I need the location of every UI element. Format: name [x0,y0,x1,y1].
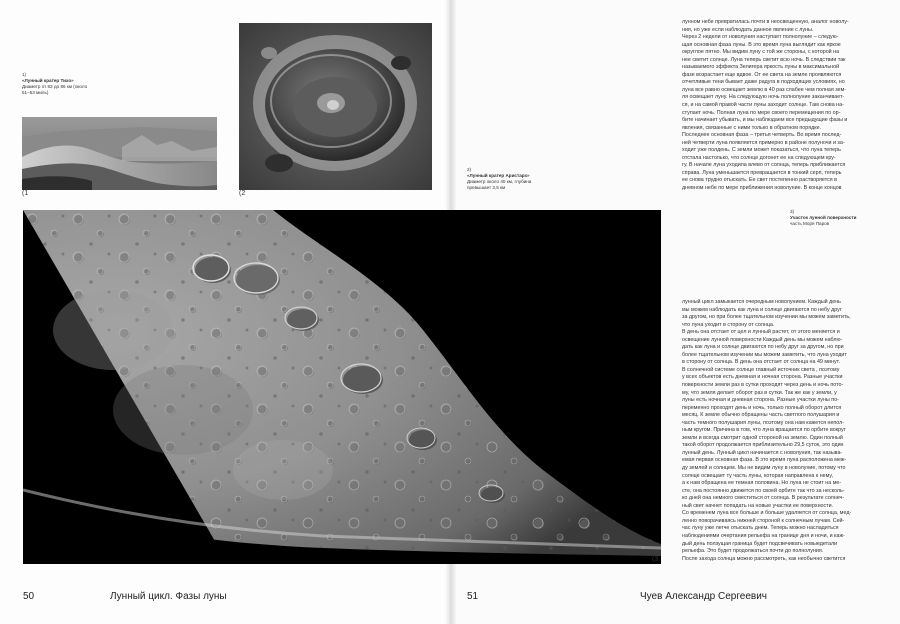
text-line: месяц. К земле обычно обращены часть светлого полушария и [682,412,840,419]
text-line: округлое пятно. Мы видим луну с той же стороны, с которой на [682,49,840,56]
text-line: переменно проходят день и ночь, только полный оборот длится [682,404,842,411]
text-line: ней четверти луна появляется примерно в районе полуночи и за- [682,139,845,146]
text-line: лунном небе превратилась почти в неосвещенную, аналог новолу- [682,19,849,25]
text-line: освещение лунной поверхности Каждый день мы можем наблю- [682,336,843,343]
text-line: наблюдениями очертания рельефа на границе дня и ночи, и каж- [682,532,845,539]
fig1-mark: (1 [22,190,29,197]
text-line: солнце освещает ту часть луны, которая направлена к нему, [682,472,833,479]
text-line: дый день ползущая граница будет подсвечивать новыедетали [682,540,838,547]
left-page-number: 50 [23,591,35,602]
text-line: ный свет начнет попадать на новые участки ее поверхности. [682,502,834,509]
text-line: лунный день. Лунный цикл начинается с новолуния, так называ- [682,449,843,456]
text-line: рельефа. Это будет продолжаться почти до полнолуния. [682,548,824,555]
text-line: за другом, но при более тщательном изучении мы можем заметить, [682,314,851,321]
text-line: му, что земля делает оборот раз в сутки. Так же как у земли, у [682,389,837,396]
text-line: часть темного полушария луны, поэтому она нам кажется непол- [682,419,845,426]
left-running-title: Лунный цикл. Фазы луны [110,591,227,602]
text-line: ступает ночь. Полная луна по мере своего перемещения по ор- [682,109,841,116]
text-line: в сторону от солнца. В день она отстает от солнца на 49 минут. [682,359,841,366]
text-line: называемого эффекта Зелигера яркость луны в максимальной [682,64,840,71]
text-line: что луна уходит в сторону от солнца. [682,321,775,328]
text-line: сте, она постоянно движется по своей орбите так что за несколь- [682,487,845,494]
fig3-number: 3) [790,209,795,214]
text-line: щая основная фаза луны. В это время луна выглядит как яркое [682,41,841,48]
text-line: поверхности земли раз в сутки проходят через день и ночь пото- [682,382,844,389]
text-line: у всех объектов есть дневная и ночная сторона. Разные участки [682,374,843,381]
text-line: ду землей и солнцем. Мы не видим луну в новолуние, потому что [682,465,846,472]
fig1-description: Диаметр от 82 до 86 км (около 51–53 миль) [22,84,88,95]
fig3-caption [790,209,885,227]
text-line: гу. В начале луна уходила влево от солнца, теперь приближается [682,162,846,169]
text-line: Через 2 недели от новолуния наступает полнолуние – следую- [682,34,839,41]
fig1-caption [22,72,92,96]
text-line: дать как луна и солнце двигаются по небу друг за другом, но при [682,344,844,351]
text-line: час луну уже легче отыскать днем. Теперь можно насладиться [682,525,839,532]
text-column-bottom [682,299,881,563]
moon-surface-photo [23,210,661,564]
crater-landscape-photo [22,117,217,190]
text-line: ся, и на самой правой части луны заходит солнце. Там снова на- [682,102,844,109]
text-line: ля освещает луну. На следующую ночь полнолуние заканчивает- [682,94,845,101]
fig2-mark: (2 [239,190,246,197]
text-line: ко дней она немного сместиться от солнца. В результате солнеч- [682,495,845,502]
crater-aristarchus-photo [239,23,432,190]
text-line: ленно поворачиваясь нижней стороной к солнечным лучам. Сей- [682,517,845,524]
text-line: а к нам обращена ее темная половина. Но луна не стоит на ме- [682,480,842,487]
text-line: более тщательном изучении мы можем заметить, что луна уходит [682,351,847,358]
fig1-title: «Лунный кратер Тихо» [22,78,74,83]
text-line: В солнечной системе солнце главный источник света , поэтому [682,366,840,373]
fig2-title: «Лунный кратер Аристарх» [467,173,530,178]
text-line: ходит уже полдень. С земли может показаться, что луна теперь [682,147,841,154]
text-line: емая первая основная фаза. В это время луна расположена меж- [682,457,847,464]
fig1-number: 1) [22,72,27,77]
right-page-number: 51 [467,591,479,602]
text-line: Со временем луна все больше и больше удаляется от солнца, мед- [682,510,852,517]
text-line: дневном небе по мере приближения новолуние. В конце концов [682,185,842,192]
fig3-description: часть Моря Паров [790,221,830,226]
text-line: Последнее основная фаза – третья четверть. Во время послед- [682,132,842,139]
text-line: луны есть ночная и дневная сторона. Разные участки луны по- [682,397,839,404]
text-line: лунный цикл замыкается очередным новолунием. Каждый день [682,299,841,305]
text-line: После захода солнца можно рассмотреть, как необычно светится [682,555,846,562]
right-running-author: Чуев Александр Сергеевич [640,591,768,602]
fig3-mark: (3 [652,556,659,563]
text-line: такой оборот продолжается приблизительно 29,5 суток, это один [682,442,844,449]
text-column-top [682,19,881,193]
text-line: мы можем наблюдать как луна и солнце двигаются по небу друг [682,306,842,313]
text-line: отчетливые тени бывает даже радуга в подходящих условиях, но [682,79,845,86]
fig2-description: Диаметр около 40 км, глубина превышает 3,5 км [467,179,532,190]
text-line: ным кругом. Причина в том, что луна вращается по орбите вокруг [682,427,846,434]
text-line: В день она отстает от цел и лунный растет, от этого меняется и [682,329,840,336]
text-line: фазе возрастает еще вдвое. От ее света на земле проявляются [682,71,842,78]
text-line: земли и всегда смотрит одной стороной на землю. Один полный [682,434,843,441]
text-line: луна все равно освещает землю в 40 раз слабее чем полная зем- [682,86,847,93]
text-line: нее светит солнце. Луна теперь светит всю ночь. В следствии так [682,56,846,63]
text-line: явления, связанные с ними только в обратном порядке. [682,124,822,131]
text-line: бите начинает убывать, и мы наблюдаем все предыдущие фазы и [682,117,848,124]
fig3-title: Участок лунной поверхности [790,215,857,220]
fig2-number: 2) [467,167,472,172]
text-line: ее снова трудно отыскать. Ее свет постепенно растворяется в [682,177,837,184]
text-line: ния, но уже если наблюдать данное явление с луны. [682,26,814,33]
text-line: справа. Луна уменьшается превращается в тонкий серп, теперь [682,169,842,176]
text-line: отстала настолько, что солнце догонет ее на следующем кру- [682,154,836,161]
fig2-caption [467,167,542,191]
